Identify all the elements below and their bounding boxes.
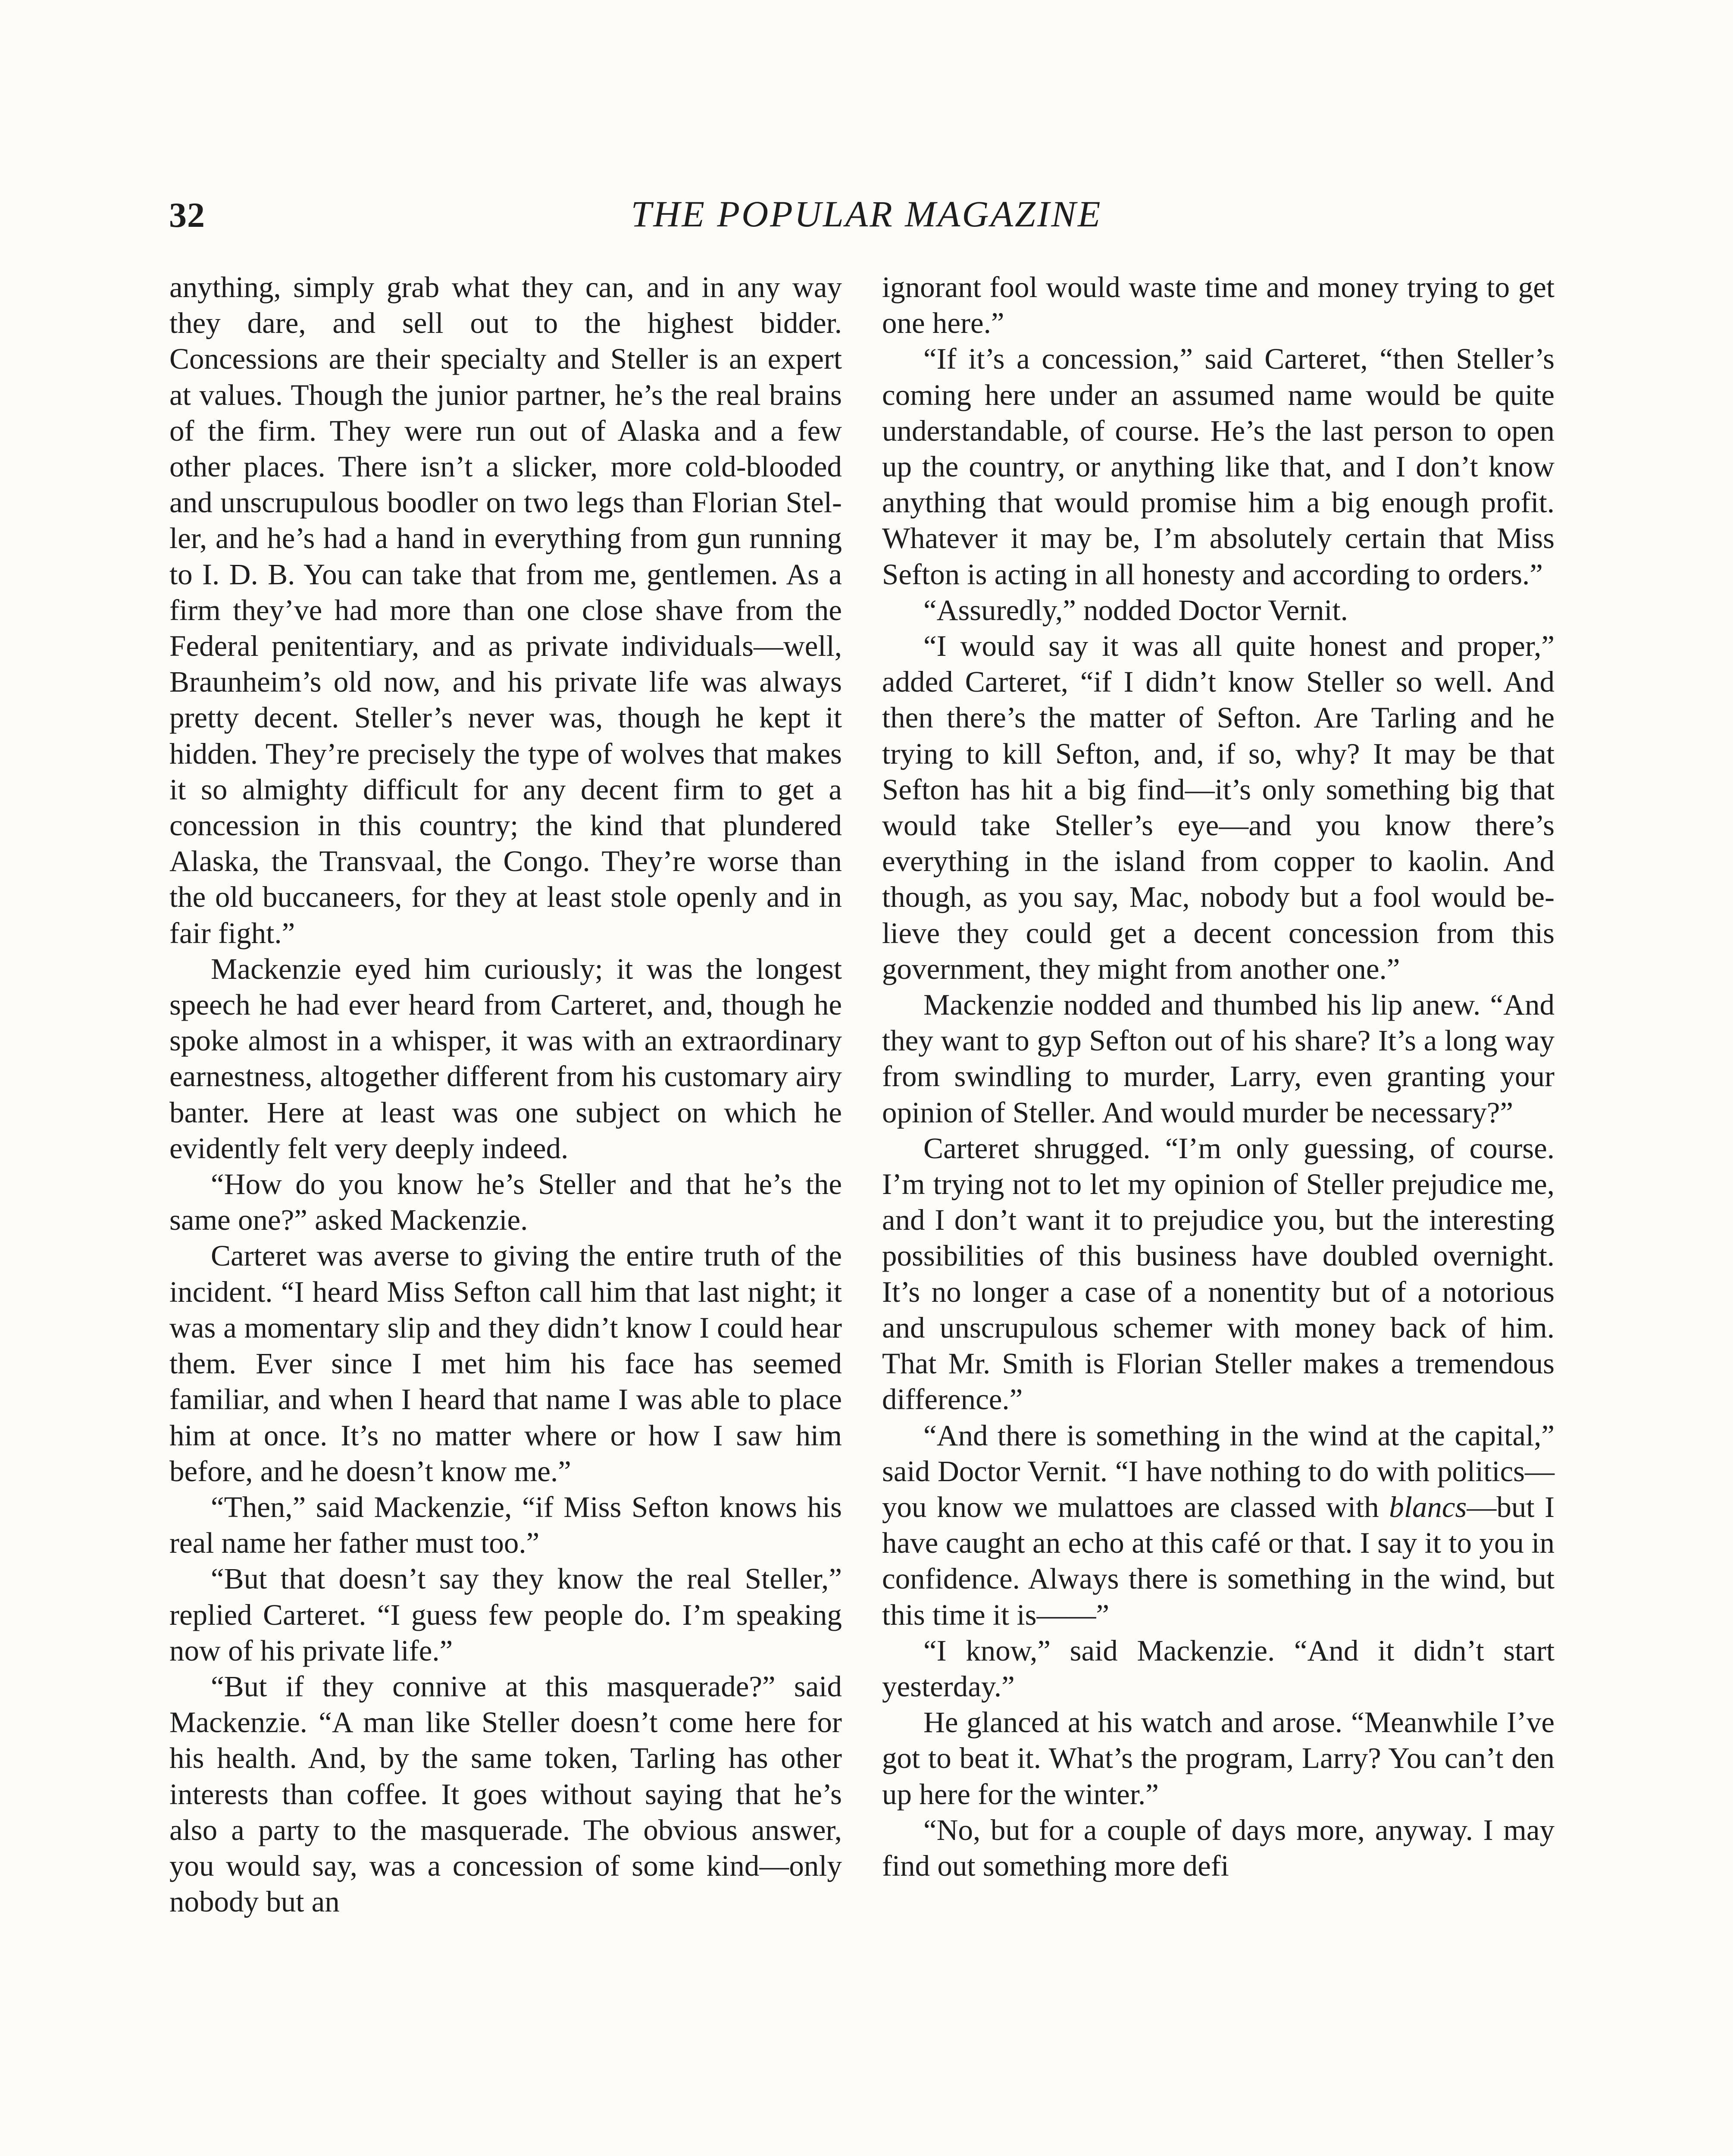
paragraph: “How do you know he’s Steller and that he’s the same one?” asked Mackenzie. <box>169 1168 842 1237</box>
paragraph: Mackenzie nodded and thumbed his lip anew. “And they want to gyp Sefton out of his share? It’s a long way from swindling to murder, Larry, even granting your opinion of Steller. And would murder be necessary?” <box>882 988 1555 1129</box>
paragraph: “No, but for a couple of days more, anyway. I may find out something more defi <box>882 1813 1555 1882</box>
paragraph: “If it’s a concession,” said Carteret, “then Steller’s coming here under an assumed name would be quite understandable, of course. He’s the last person to open up the country, or anything like that, and I don’t know anything that would promise him a big enough profit. Whatever it may be, I’m absolutely certain that Miss Sefton is acting in all honesty and according to orders.” <box>882 342 1555 591</box>
paragraph: “Assuredly,” nodded Doctor Vernit. <box>923 593 1348 627</box>
paragraph: “But that doesn’t say they know the real Steller,” replied Carteret. “I guess few people do. I’m speaking now of his private life.” <box>169 1562 842 1667</box>
paragraph: anything, simply grab what they can, and in any way they dare, and sell out to the highest bidder. Concessions are their specialty and Steller is an expert at values. Though the junior partner, he’s the real brains of the firm. They were run out of Alaska and a few other places. There isn’t a slicker, more cold-blooded and unscrupulous boodler on two legs than Florian Steller, and he’s had a hand in everything from gun running to I. D. B. You can take that from me, gentlemen. As a firm they’ve had more than one close shave from the Federal penitentiary, and as private individuals—well, Braunheim’s old now, and his private life was always pretty decent. Steller’s never was, though he kept it hidden. They’re precisely the type of wolves that makes it so almighty difficult for any decent firm to get a concession in this country; the kind that plundered Alaska, the Transvaal, the Congo. They’re worse than the old buccaneers, for they at least stole openly and in fair fight.” <box>169 271 842 950</box>
paragraph: Mackenzie eyed him curiously; it was the longest speech he had ever heard from Carteret, and, though he spoke almost in a whisper, it was with an extraordinary earnestness, altogether different from his customary airy banter. Here at least was one subject on which he evidently felt very deeply indeed. <box>169 952 842 1165</box>
page-number: 32 <box>169 195 205 235</box>
paragraph: He glanced at his watch and arose. “Meanwhile I’ve got to beat it. What’s the program, Larry? You can’t den up here for the winter.” <box>882 1706 1555 1811</box>
paragraph: ignorant fool would waste time and money trying to get one here.” <box>882 271 1555 340</box>
right-column <box>882 270 1555 1884</box>
paragraph: “But if they connive at this masquerade?” said Mackenzie. “A man like Steller doesn’t come here for his health. And, by the same token, Tarling has other interests than coffee. It goes without saying that he’s also a party to the masquerade. The obvious answer, you would say, was a concession of some kind—only nobody but an <box>169 1670 842 1918</box>
italic-word: blancs <box>1389 1490 1467 1523</box>
paragraph-text: —but I have caught an echo at this café or that. I say it to you in confidence. Always there is something in the wind, but this time it is——” <box>882 1490 1555 1631</box>
left-column <box>169 270 842 1920</box>
paragraph: “Then,” said Mackenzie, “if Miss Sefton knows his real name her father must too.” <box>169 1490 842 1560</box>
paragraph: “I would say it was all quite honest and proper,” added Carteret, “if I didn’t know Steller so well. And then there’s the matter of Sefton. Are Tarling and he trying to kill Sefton, and, if so, why? It may be that Sefton has hit a big find—it’s only something big that would take Steller’s eye—and you know there’s everything in the island from copper to kaolin. And though, as you say, Mac, nobody but a fool would believe they could get a decent concession from this government, they might from another one.” <box>882 630 1555 985</box>
paragraph-text: “And there is something in the wind at the capital,” said Doctor Vernit. “I have nothing to do with politics—you know we mulattoes are classed with <box>882 1419 1555 1523</box>
paragraph <box>882 1418 1555 1633</box>
paragraph: “I know,” said Mackenzie. “And it didn’t start yesterday.” <box>882 1634 1555 1703</box>
running-head: THE POPULAR MAGAZINE <box>631 193 1102 235</box>
paragraph: Carteret shrugged. “I’m only guessing, of course. I’m trying not to let my opinion of Steller prejudice me, and I don’t want it to prejudice you, but the interesting possibilities of this business have doubled overnight. It’s no longer a case of a nonentity but of a notorious and unscrupulous schemer with money back of him. That Mr. Smith is Florian Steller makes a tremendous difference.” <box>882 1131 1555 1416</box>
paragraph: Carteret was averse to giving the entire truth of the incident. “I heard Miss Sefton call him that last night; it was a momentary slip and they didn’t know I could hear them. Ever since I met him his face has seemed familiar, and when I heard that name I was able to place him at once. It’s no matter where or how I saw him before, and he doesn’t know me.” <box>169 1239 842 1488</box>
